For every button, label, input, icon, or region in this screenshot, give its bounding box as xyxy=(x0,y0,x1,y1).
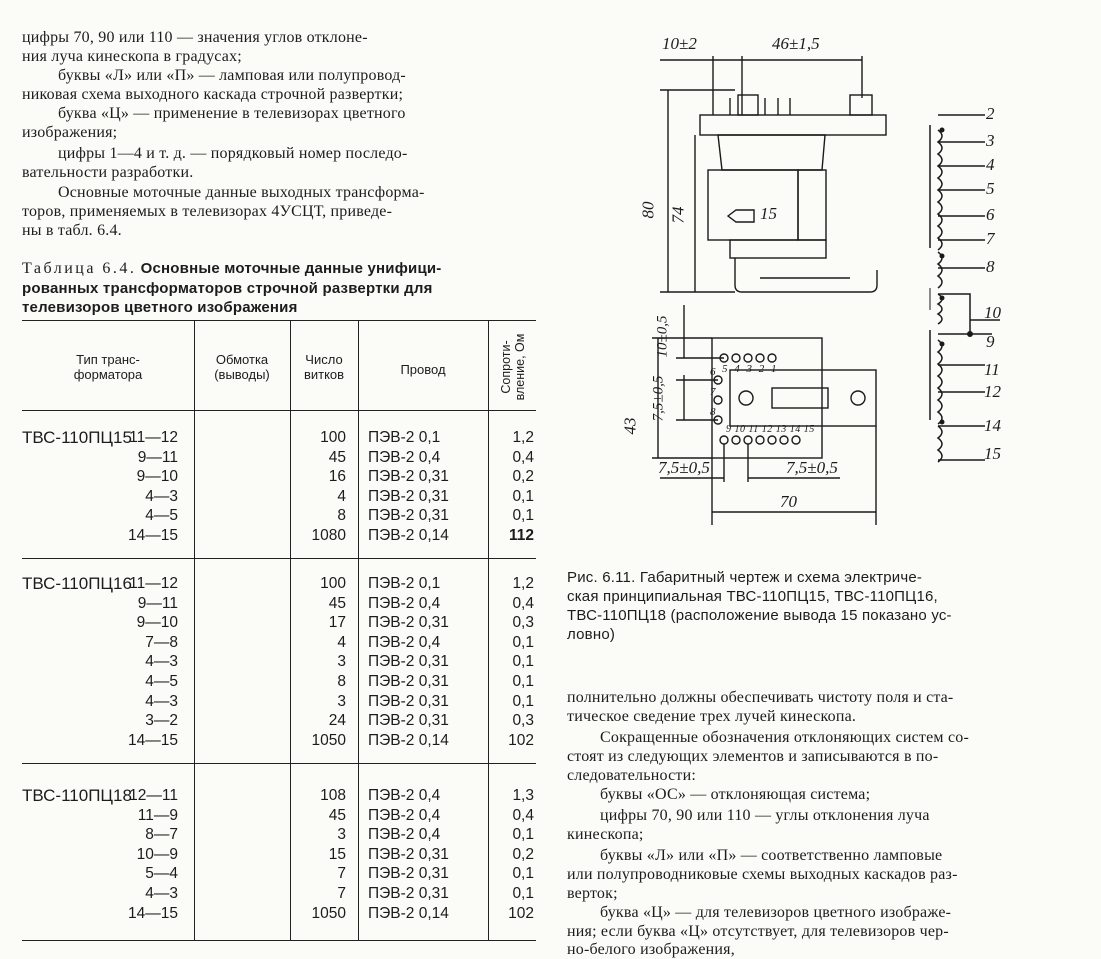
wire-type: ПЭВ-2 0,1 xyxy=(368,575,441,592)
schematic-label: 3 xyxy=(986,131,995,150)
schematic-label: 15 xyxy=(984,444,1001,463)
schematic-label: 9 xyxy=(986,332,995,351)
header-text: Тип транс- xyxy=(76,352,140,367)
turns-count: 17 xyxy=(328,614,346,632)
pin-number: 7 xyxy=(710,386,716,398)
schematic-label: 8 xyxy=(986,257,995,276)
winding-terminals: 4—5 xyxy=(145,673,178,690)
wire-type: ПЭВ-2 0,1 xyxy=(368,429,441,446)
winding-terminals: 14—15 xyxy=(128,904,178,922)
table-column-rule xyxy=(194,320,195,940)
transformer-coil-block xyxy=(708,170,798,240)
caption-line: ловно) xyxy=(567,626,616,643)
winding-terminals: 11—9 xyxy=(137,806,178,824)
resistance-value: 102 xyxy=(508,731,534,749)
header-wire: Провод xyxy=(400,362,446,377)
text-line: торов, применяемых в телевизорах 4УСЦТ, приведе- xyxy=(22,203,393,220)
turns-count: 3 xyxy=(337,692,346,710)
header-type xyxy=(22,352,194,382)
header-text: (выводы) xyxy=(214,367,270,382)
header-text: вление, Ом xyxy=(513,333,527,401)
header-resistance xyxy=(492,328,534,406)
resistance-value: 1,2 xyxy=(512,575,534,592)
winding-terminals: 7—8 xyxy=(145,633,178,651)
table-caption-prefix: Таблица 6.4. xyxy=(22,260,137,277)
resistance-value: 0,2 xyxy=(512,845,534,863)
wire-type: ПЭВ-2 0,14 xyxy=(368,731,449,749)
turns-count: 4 xyxy=(337,633,346,651)
wire-type: ПЭВ-2 0,31 xyxy=(368,673,449,690)
resistance-value: 1,3 xyxy=(512,787,534,804)
wire-type: ПЭВ-2 0,31 xyxy=(368,712,449,730)
schematic-label: 14 xyxy=(984,416,1001,435)
text-line: буква «Ц» — применение в телевизорах цветного xyxy=(58,105,406,122)
text-line: ны в табл. 6.4. xyxy=(22,222,122,239)
turns-count: 1050 xyxy=(311,904,346,922)
schematic-label: 7 xyxy=(986,229,995,248)
resistance-value: 0,4 xyxy=(512,448,534,466)
wire-type: ПЭВ-2 0,31 xyxy=(368,507,449,525)
resistance-value: 0,4 xyxy=(512,594,534,612)
header-text: форматора xyxy=(73,367,143,382)
text-line: буквы «Л» или «П» — ламповая или полупровод- xyxy=(58,67,406,84)
dim-label: 46±1,5 xyxy=(772,34,820,53)
turns-count: 16 xyxy=(328,468,346,486)
winding-terminals: 9—11 xyxy=(137,448,178,466)
wire-type: ПЭВ-2 0,4 xyxy=(368,826,441,844)
text-line: ния; если буква «Ц» отсутствует, для телевизоров чер- xyxy=(567,923,949,940)
resistance-value: 0,1 xyxy=(512,487,534,505)
winding-terminals: 4—5 xyxy=(145,507,178,525)
text-line: цифры 70, 90 или 110 — углы отклонения луча xyxy=(600,807,930,824)
text-line: но-белого изображения, xyxy=(567,941,735,958)
winding-terminals: 10—9 xyxy=(136,845,178,863)
text-line: стоят из следующих элементов и записываются в по- xyxy=(567,748,939,765)
text-line: ния луча кинескопа в градусах; xyxy=(22,48,242,65)
resistance-value: 0,3 xyxy=(512,614,534,632)
resistance-value: 0,4 xyxy=(512,806,534,824)
schematic-label: 4 xyxy=(986,155,995,174)
caption-line: ТВС-110ПЦ18 (расположение вывода 15 показано ус- xyxy=(567,607,952,624)
pin-row-top xyxy=(720,354,776,362)
wire-type: ПЭВ-2 0,4 xyxy=(368,633,441,651)
winding-terminals: 9—10 xyxy=(136,614,178,632)
turns-count: 8 xyxy=(337,673,346,690)
resistance-value: 0,3 xyxy=(512,712,534,730)
resistance-value: 0,1 xyxy=(512,885,534,902)
winding-terminals: 14—15 xyxy=(128,527,178,544)
table-column-rule xyxy=(488,320,489,940)
winding-terminals: 3—2 xyxy=(145,712,178,730)
resistance-value: 0,1 xyxy=(512,633,534,651)
text-line: верток; xyxy=(567,885,618,902)
dim-label: 70 xyxy=(780,492,797,511)
winding-terminals: 9—11 xyxy=(137,594,178,612)
winding-coil-9-12 xyxy=(938,340,942,424)
winding-terminals: 5—4 xyxy=(145,865,178,883)
turns-count: 8 xyxy=(337,507,346,525)
text-line: буквы «Л» или «П» — соответственно ламповые xyxy=(600,847,943,864)
dim-label: 7,5±0,5 xyxy=(786,458,838,477)
schematic-label: 10 xyxy=(984,303,1001,322)
winding-terminals: 11—12 xyxy=(129,429,178,446)
header-text: Сопроти- xyxy=(499,340,513,394)
transformer-type: ТВС-110ПЦ18 xyxy=(22,786,132,805)
terminal-post xyxy=(850,95,872,115)
turns-count: 45 xyxy=(328,806,346,824)
table-bottom-rule xyxy=(22,940,536,941)
wire-type: ПЭВ-2 0,4 xyxy=(368,594,441,612)
turns-count: 45 xyxy=(328,594,346,612)
wire-type: ПЭВ-2 0,4 xyxy=(368,448,441,466)
wire-type: ПЭВ-2 0,31 xyxy=(368,692,449,710)
schematic-label: 5 xyxy=(986,179,995,198)
dim-label: 43 xyxy=(620,417,640,435)
winding-data-table xyxy=(22,320,536,940)
turns-count: 7 xyxy=(337,865,346,883)
winding-terminals: 14—15 xyxy=(128,731,178,749)
text-line: цифры 1—4 и т. д. — порядковый номер последо- xyxy=(58,145,408,162)
resistance-value: 0,1 xyxy=(512,507,534,525)
schematic-label: 2 xyxy=(986,104,995,123)
wire-type: ПЭВ-2 0,4 xyxy=(368,806,441,824)
table-top-rule xyxy=(22,320,536,321)
header-text: Обмотка xyxy=(215,352,269,367)
pin-number: 6 xyxy=(710,366,716,378)
winding-terminals: 4—3 xyxy=(145,885,178,902)
schematic-label: 11 xyxy=(984,360,1000,379)
turns-count: 45 xyxy=(328,448,346,466)
text-line: буква «Ц» — для телевизоров цветного изображе- xyxy=(600,904,952,921)
header-turns xyxy=(290,352,358,382)
text-line: цифры 70, 90 или 110 — значения углов отклоне- xyxy=(22,29,368,46)
table-column-rule xyxy=(358,320,359,940)
text-line: Сокращенные обозначения отклоняющих систем со- xyxy=(600,729,969,746)
turns-count: 1080 xyxy=(311,527,346,544)
wire-type: ПЭВ-2 0,14 xyxy=(368,527,449,544)
text-line: вательности разработки. xyxy=(22,164,194,181)
figure-6-11 xyxy=(600,20,1100,560)
dim-label: 7,5±0,5 xyxy=(658,458,710,477)
dimension-drawing-svg xyxy=(600,20,1100,560)
pin-row-bottom xyxy=(720,436,800,444)
winding-terminals: 4—3 xyxy=(145,692,178,710)
text-line: или полупроводниковые схемы выходных каскадов раз- xyxy=(567,866,958,883)
resistance-value: 0,1 xyxy=(512,826,534,844)
turns-count: 100 xyxy=(320,429,346,446)
wire-type: ПЭВ-2 0,31 xyxy=(368,885,449,902)
resistance-value: 112 xyxy=(508,527,534,544)
winding-terminals: 9—10 xyxy=(136,468,178,486)
pin-number: 8 xyxy=(710,406,716,418)
winding-terminals: 11—12 xyxy=(129,575,178,592)
text-line: тическое сведение трех лучей кинескопа. xyxy=(567,708,857,725)
text-line: буквы «ОС» — отклоняющая система; xyxy=(600,786,871,803)
text-line: никовая схема выходного каскада строчной развертки; xyxy=(22,86,404,103)
resistance-value: 0,1 xyxy=(512,673,534,690)
table-header-rule xyxy=(22,410,536,411)
transformer-housing xyxy=(718,135,825,170)
turns-count: 1050 xyxy=(311,731,346,749)
caption-line: Рис. 6.11. Габаритный чертеж и схема электриче- xyxy=(567,569,923,586)
resistance-value: 102 xyxy=(508,904,534,922)
table-column-rule xyxy=(290,320,291,940)
winding-terminals: 4—3 xyxy=(145,653,178,671)
table-group-rule xyxy=(22,763,536,764)
winding-coil-14-15 xyxy=(938,426,942,462)
wire-type: ПЭВ-2 0,31 xyxy=(368,468,449,486)
header-text: Число xyxy=(305,352,343,367)
transformer-type: ТВС-110ПЦ16 xyxy=(22,574,132,593)
resistance-value: 0,2 xyxy=(512,468,534,486)
schematic-label: 12 xyxy=(984,382,1001,401)
winding-terminals: 12—11 xyxy=(129,787,178,804)
header-winding xyxy=(194,352,290,382)
turns-count: 3 xyxy=(337,653,346,671)
text-line: следовательности: xyxy=(567,767,696,784)
resistance-value: 1,2 xyxy=(512,429,534,446)
pin-numbers: 5 4 3 2 1 xyxy=(722,363,779,375)
resistance-value: 0,1 xyxy=(512,653,534,671)
wire-type: ПЭВ-2 0,31 xyxy=(368,845,449,863)
resistance-value: 0,1 xyxy=(512,865,534,883)
table-caption-line: телевизоров цветного изображения xyxy=(22,299,298,316)
caption-line: ская принципиальная ТВС-110ПЦ15, ТВС-110ПЦ16, xyxy=(567,588,938,605)
pin-numbers: 9 10 11 12 13 14 15 xyxy=(726,424,815,435)
dim-label: 80 xyxy=(638,201,658,219)
wire-type: ПЭВ-2 0,31 xyxy=(368,865,449,883)
wire-type: ПЭВ-2 0,31 xyxy=(368,614,449,632)
winding-terminals: 4—3 xyxy=(145,487,178,505)
mounting-bracket xyxy=(730,370,876,426)
table-caption-line: рованных трансформаторов строчной развертки для xyxy=(22,280,433,297)
resistance-value: 0,1 xyxy=(512,692,534,710)
text-line: Основные моточные данные выходных трансформа- xyxy=(58,184,425,201)
transformer-top-plate xyxy=(700,115,886,135)
header-text: витков xyxy=(303,367,345,382)
turns-count: 108 xyxy=(320,787,346,804)
turns-count: 15 xyxy=(328,845,346,863)
text-line: полнительно должны обеспечивать чистоту поля и стa- xyxy=(567,689,954,706)
turns-count: 4 xyxy=(337,487,346,505)
terminal-post xyxy=(738,95,758,115)
dim-label: 74 xyxy=(668,206,688,224)
dim-label: 10±0,5 xyxy=(654,315,671,358)
turns-count: 24 xyxy=(328,712,346,730)
text-line: изображения; xyxy=(22,124,118,141)
transformer-core xyxy=(735,258,877,292)
dim-label: 10±2 xyxy=(662,34,697,53)
wire-type: ПЭВ-2 0,31 xyxy=(368,653,449,671)
text-line: кинескопа; xyxy=(567,826,644,843)
turns-count: 100 xyxy=(320,575,346,592)
dim-label: 7,5±0,5 xyxy=(650,375,667,422)
wire-type: ПЭВ-2 0,14 xyxy=(368,904,449,922)
turns-count: 3 xyxy=(337,826,346,844)
transformer-type: ТВС-110ПЦ15 xyxy=(22,428,132,447)
table-caption-title: Основные моточные данные унифици- xyxy=(140,260,442,277)
schematic-label: 6 xyxy=(986,205,995,224)
table-group-rule xyxy=(22,558,536,559)
turns-count: 7 xyxy=(337,885,346,902)
wire-type: ПЭВ-2 0,4 xyxy=(368,787,441,804)
part-label: 15 xyxy=(760,204,777,223)
wire-type: ПЭВ-2 0,31 xyxy=(368,487,449,505)
pin-15-marker xyxy=(728,210,754,222)
winding-terminals: 8—7 xyxy=(145,826,178,844)
